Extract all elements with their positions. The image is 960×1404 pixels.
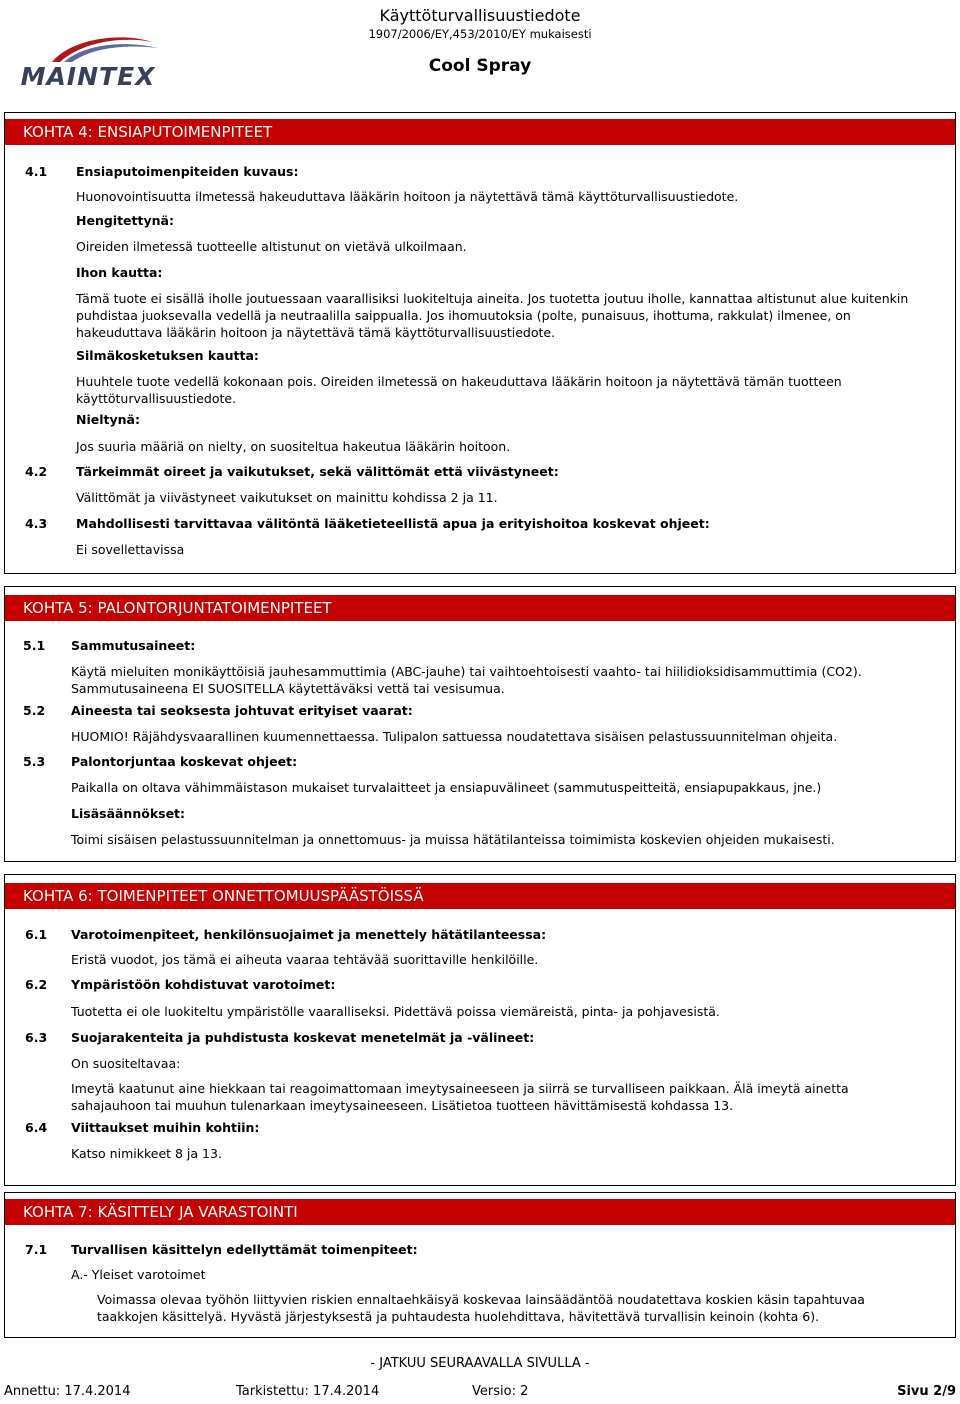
section-4-2-title: Tärkeimmät oireet ja vaikutukset, sekä välittömät että viivästyneet: bbox=[76, 464, 559, 479]
page-number: Sivu 2/9 bbox=[897, 1384, 956, 1399]
section-6-1-title: Varotoimenpiteet, henkilönsuojaimet ja menettely hätätilanteessa: bbox=[71, 927, 547, 942]
section-6-2-text: Tuotetta ei ole luokiteltu ympäristölle vaaralliseksi. Pidettävä poissa viemäreistä, pinta- ja pohjavesistä. bbox=[71, 1004, 720, 1019]
section-5-3-title: Palontorjuntaa koskevat ohjeet: bbox=[71, 754, 298, 769]
issued-date: Annettu: 17.4.2014 bbox=[4, 1384, 131, 1399]
section-5-1-number: 5.1 bbox=[23, 638, 46, 653]
section-4-3-title: Mahdollisesti tarvittavaa välitöntä lääketieteellistä apua ja erityishoitoa koskevat ohjeet: bbox=[76, 516, 710, 531]
skin-text-line-3: hakeuduttava lääkärin hoitoon ja näytettävä tämä käyttöturvallisuustiedote. bbox=[76, 325, 556, 340]
section-5-2-number: 5.2 bbox=[23, 703, 46, 718]
section-5-3-text: Paikalla on oltava vähimmäistason mukaiset turvalaitteet ja ensiapuvälineet (sammutuspeitteitä, ensiapupakkaus, jne.) bbox=[71, 780, 822, 795]
checked-date: Tarkistettu: 17.4.2014 bbox=[236, 1384, 380, 1399]
section-6-3-subtitle: On suositeltavaa: bbox=[71, 1056, 181, 1071]
section-6 bbox=[4, 874, 956, 1186]
section-6-2-number: 6.2 bbox=[25, 977, 48, 992]
section-6-3-title: Suojarakenteita ja puhdistusta koskevat menetelmät ja -välineet: bbox=[71, 1030, 535, 1045]
eye-contact-text-line-1: Huuhtele tuote vedellä kokonaan pois. Oireiden ilmetessä on hakeuduttava lääkärin hoitoon ja näytettävä tämän tuotteen bbox=[76, 374, 842, 389]
document-title: Käyttöturvallisuustiedote bbox=[379, 6, 581, 25]
section-6-1-text: Eristä vuodot, jos tämä ei aiheuta vaaraa tehtävää suorittaville henkilöille. bbox=[71, 952, 539, 967]
section-6-4-title: Viittaukset muihin kohtiin: bbox=[71, 1120, 260, 1135]
inhalation-label: Hengitettynä: bbox=[76, 213, 174, 228]
skin-text-line-2: puhdistaa juoksevalla vedellä ja neutraalilla saippualla. Jos ihomuutoksia (polte, punaisuus, ihottuma, rakkulat) ilmenee, on bbox=[76, 308, 851, 323]
section-4-heading: KOHTA 4: ENSIAPUTOIMENPITEET bbox=[5, 119, 955, 145]
skin-text-line-1: Tämä tuote ei sisällä iholle joutuessaan vaarallisiksi luokiteltuja aineita. Jos tuotetta joutuu iholle, kannattaa altistunut alue kuitenkin bbox=[76, 291, 909, 306]
continues-notice: - JATKUU SEURAAVALLA SIVULLA - bbox=[370, 1356, 590, 1371]
section-7-1-number: 7.1 bbox=[25, 1242, 48, 1257]
section-7-heading: KOHTA 7: KÄSITTELY JA VARASTOINTI bbox=[5, 1199, 955, 1225]
section-7-1-title: Turvallisen käsittelyn edellyttämät toimenpiteet: bbox=[71, 1242, 418, 1257]
section-7-1-line-1: Voimassa olevaa työhön liittyvien riskien ennaltaehkäisyä koskevaa lainsäädäntöä noudatettava koskien käsin tapahtuvaa bbox=[97, 1292, 865, 1307]
section-4-1-intro: Huonovointisuutta ilmetessä hakeuduttava lääkärin hoitoon ja näytettävä tämä käyttöturvallisuustiedote. bbox=[76, 189, 739, 204]
section-4-1-title: Ensiaputoimenpiteiden kuvaus: bbox=[76, 164, 299, 179]
additional-rules-label: Lisäsäännökset: bbox=[71, 806, 186, 821]
section-4-2-number: 4.2 bbox=[25, 464, 48, 479]
section-6-3-line-2: sahajauhoon tai muuhun tulenarkaan imeytysaineeseen. Lisätietoa tuotteen hävittämisestä kohdassa 13. bbox=[71, 1098, 734, 1113]
section-5-3-number: 5.3 bbox=[23, 754, 46, 769]
section-5-1-line-1: Käytä mieluiten monikäyttöisiä jauhesammuttimia (ABC-jauhe) tai vaihtoehtoisesti vaahto- tai hiilidioksidisammuttimia (CO2). bbox=[71, 664, 862, 679]
eye-contact-label: Silmäkosketuksen kautta: bbox=[76, 348, 259, 363]
section-6-4-number: 6.4 bbox=[25, 1120, 48, 1135]
section-7 bbox=[4, 1192, 956, 1338]
section-7-1-subtitle: A.- Yleiset varotoimet bbox=[71, 1267, 206, 1282]
inhalation-text: Oireiden ilmetessä tuotteelle altistunut on vietävä ulkoilmaan. bbox=[76, 239, 467, 254]
eye-contact-text-line-2: käyttöturvallisuustiedote. bbox=[76, 391, 237, 406]
section-4-2-text: Välittömät ja viivästyneet vaikutukset on mainittu kohdissa 2 ja 11. bbox=[76, 490, 498, 505]
logo-wordmark: MAINTEX bbox=[20, 62, 156, 91]
logo-swoosh-icon bbox=[12, 32, 164, 66]
product-name: Cool Spray bbox=[428, 56, 532, 76]
regulation-reference: 1907/2006/EY,453/2010/EY mukaisesti bbox=[368, 27, 592, 41]
section-5 bbox=[4, 586, 956, 862]
additional-rules-text: Toimi sisäisen pelastussuunnitelman ja onnettomuus- ja muissa hätätilanteissa toimimista koskevien ohjeiden mukaisesti. bbox=[71, 832, 835, 847]
skin-label: Ihon kautta: bbox=[76, 265, 163, 280]
section-6-2-title: Ympäristöön kohdistuvat varotoimet: bbox=[71, 977, 336, 992]
section-7-1-line-2: taakkojen käsittelyä. Hyvästä järjestyksestä ja puhtaudesta huolehdittava, hävitettävä turvallisin keinoin (kohta 6). bbox=[97, 1309, 820, 1324]
section-4 bbox=[4, 112, 956, 574]
ingestion-text: Jos suuria määriä on nielty, on suositeltua hakeutua lääkärin hoitoon. bbox=[76, 439, 511, 454]
section-5-2-text: HUOMIO! Räjähdysvaarallinen kuumennettaessa. Tulipalon sattuessa noudatettava sisäisen pelastussuunnitelman ohjeita. bbox=[71, 729, 838, 744]
section-5-1-line-2: Sammutusaineena EI SUOSITELLA käytettäväksi vettä tai vesisumua. bbox=[71, 681, 505, 696]
section-5-1-title: Sammutusaineet: bbox=[71, 638, 196, 653]
section-6-4-text: Katso nimikkeet 8 ja 13. bbox=[71, 1146, 222, 1161]
section-4-3-number: 4.3 bbox=[25, 516, 48, 531]
section-5-2-title: Aineesta tai seoksesta johtuvat erityiset vaarat: bbox=[71, 703, 413, 718]
section-4-3-text: Ei sovellettavissa bbox=[76, 542, 185, 557]
version: Versio: 2 bbox=[472, 1384, 529, 1399]
section-5-heading: KOHTA 5: PALONTORJUNTATOIMENPITEET bbox=[5, 595, 955, 621]
section-4-1-number: 4.1 bbox=[25, 164, 48, 179]
maintex-logo bbox=[12, 32, 164, 96]
section-6-3-line-1: Imeytä kaatunut aine hiekkaan tai reagoimattomaan imeytysaineeseen ja siirrä se turvalliseen paikkaan. Älä imeytä ainetta bbox=[71, 1081, 849, 1096]
section-6-3-number: 6.3 bbox=[25, 1030, 48, 1045]
ingestion-label: Nieltynä: bbox=[76, 412, 140, 427]
section-6-1-number: 6.1 bbox=[25, 927, 48, 942]
section-6-heading: KOHTA 6: TOIMENPITEET ONNETTOMUUSPÄÄSTÖISSÄ bbox=[5, 883, 955, 909]
